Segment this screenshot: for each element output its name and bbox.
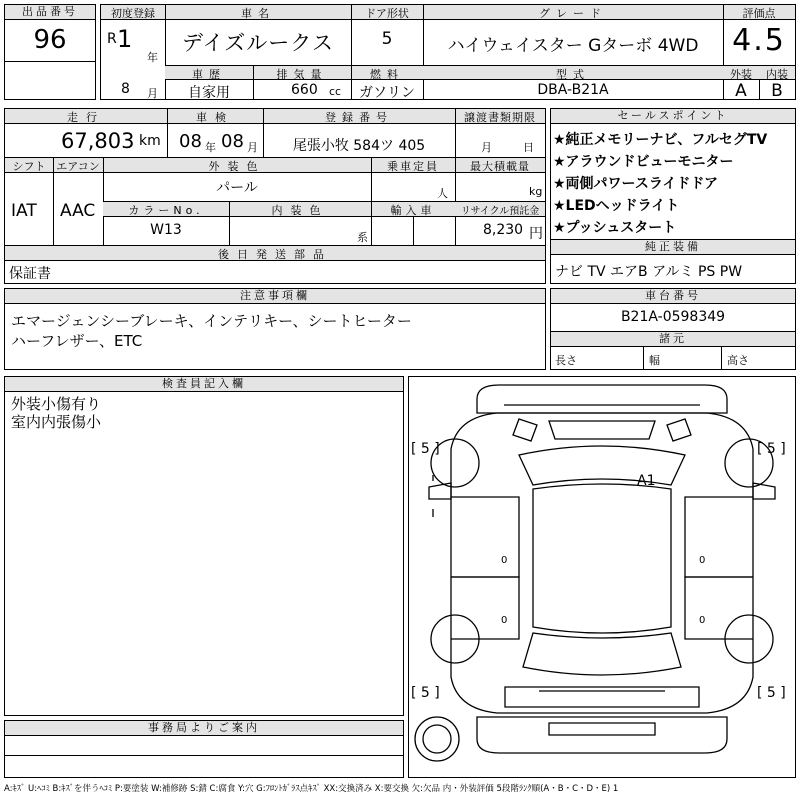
score-label: 評価点 xyxy=(742,7,776,20)
lot-label: 出品番号 xyxy=(5,5,95,20)
dims-height: 高さ xyxy=(727,354,749,367)
plate-value: 尾張小牧 584ツ 405 xyxy=(292,138,426,154)
mileage-value: 67,803 xyxy=(61,129,135,153)
tire-rl-grade: [ 5 ] xyxy=(411,685,440,701)
chassis-label: 車台番号 xyxy=(551,289,795,304)
grade-label: グレード xyxy=(539,7,607,20)
spare-tire-part xyxy=(415,717,459,761)
sales-point: ★アラウンドビューモニター xyxy=(553,154,734,170)
dims-width: 幅 xyxy=(649,354,660,367)
inspector-label: 検査員記入欄 xyxy=(5,377,403,392)
color-label: 外装色 xyxy=(208,160,266,173)
shift-value: IAT xyxy=(11,201,37,221)
colorno-value: W13 xyxy=(150,222,182,238)
roof-part xyxy=(533,484,671,633)
inspection-year: 08 xyxy=(179,131,202,152)
vehicle-info-box xyxy=(100,4,796,100)
front-bumper-part xyxy=(477,385,727,413)
grade-value: ハイウェイスター Gターボ 4WD xyxy=(447,36,699,56)
note-line: ハーフレザー、ETC xyxy=(11,332,143,350)
damage-diagram xyxy=(408,376,796,778)
tire-rr-grade: [ 5 ] xyxy=(757,685,786,701)
sales-points-label: セールスポイント xyxy=(551,109,795,124)
plate-label: 登録番号 xyxy=(325,111,393,124)
year-value: 1 xyxy=(117,25,133,53)
model-value: DBA-B21A xyxy=(537,82,609,98)
note-line: エマージェンシーブレーキ、インテリキー、シートヒーター xyxy=(11,312,412,330)
intcolor-label: 内装色 xyxy=(271,204,329,217)
inspector-line: 室内内張傷小 xyxy=(11,413,102,431)
notes-label: 注意事項欄 xyxy=(5,289,545,304)
load-label: 最大積載量 xyxy=(470,160,530,173)
history-value: 自家用 xyxy=(188,85,230,101)
model-label: 型式 xyxy=(556,68,590,81)
recycle-unit: 円 xyxy=(529,226,543,242)
zero-mark: 0 xyxy=(699,555,706,566)
intcolor-unit: 系 xyxy=(357,231,368,244)
ext-label: 外装 xyxy=(730,68,752,81)
displacement-label: 排気量 xyxy=(276,68,328,81)
shift-label: シフト xyxy=(12,160,46,173)
ac-value: AAC xyxy=(60,201,96,221)
sales-point: ★両側パワースライドドア xyxy=(553,176,719,192)
displacement-value: 660 xyxy=(291,82,318,98)
damage-mark-a1: A1 xyxy=(637,473,656,489)
inspection-month: 08 xyxy=(221,131,244,152)
transfer-day: 日 xyxy=(523,141,534,154)
windshield-part xyxy=(519,446,685,485)
ext-value: A xyxy=(735,81,747,101)
score-value: 4.5 xyxy=(732,23,786,58)
era-label: R xyxy=(107,31,117,47)
tire-fl-grade: [ 5 ] xyxy=(411,441,440,457)
mileage-unit: km xyxy=(139,133,161,149)
int-value: B xyxy=(771,81,783,101)
sales-point: ★純正メモリーナビ、フルセグTV xyxy=(553,132,768,148)
fuel-label: 燃料 xyxy=(370,68,404,81)
color-value: パール xyxy=(216,180,258,196)
inspection-month-unit: 月 xyxy=(247,141,258,154)
capacity-unit: 人 xyxy=(437,187,448,200)
equipment-value: ナビ TV エアB アルミ PS PW xyxy=(555,264,743,280)
office-box xyxy=(4,720,404,778)
inspection-year-unit: 年 xyxy=(205,141,216,154)
month-value: 8 xyxy=(121,81,130,97)
fuel-value: ガソリン xyxy=(359,85,415,101)
dims-label: 諸元 xyxy=(551,332,795,347)
capacity-label: 乗車定員 xyxy=(387,160,439,173)
zero-mark: 0 xyxy=(501,615,508,626)
car-name-label: 車名 xyxy=(241,7,275,20)
zero-mark: 0 xyxy=(699,615,706,626)
legend-text: A:ｷｽﾞ U:ﾍｺﾐ B:ｷｽﾞを伴うﾍｺﾐ P:要塗装 W:補修跡 S:錆 C:腐食 Y:穴 G:ﾌﾛﾝﾄｶﾞﾗｽ点ｷｽﾞ XX:交換済み X:要交換 欠:欠品 内・外装評価 5段階ﾗﾝｸ順(A・B・C・D・E) 1 xyxy=(4,784,619,794)
inspector-line: 外装小傷有り xyxy=(11,395,102,413)
year-unit: 年 xyxy=(147,51,158,64)
transfer-month: 月 xyxy=(481,141,492,154)
equipment-label: 純正装備 xyxy=(551,240,795,255)
displacement-unit: cc xyxy=(329,85,342,98)
int-label: 内装 xyxy=(766,68,788,81)
car-outline xyxy=(409,377,795,777)
details-box xyxy=(4,108,546,284)
mileage-label: 走行 xyxy=(67,111,105,124)
office-label: 事務局よりご案内 xyxy=(5,721,403,736)
inspection-label: 車検 xyxy=(196,111,234,124)
delivery-value: 保証書 xyxy=(9,266,51,282)
lot-value: 96 xyxy=(33,25,67,55)
sales-points-list xyxy=(553,129,795,239)
sales-point: ★プッシュスタート xyxy=(553,220,677,236)
transfer-label: 譲渡書類期限 xyxy=(464,111,536,124)
recycle-value: 8,230 xyxy=(483,222,524,238)
car-name: デイズルークス xyxy=(181,31,335,55)
history-label: 車歴 xyxy=(192,68,226,81)
import-label: 輸入車 xyxy=(390,204,436,217)
tire-fr-grade: [ 5 ] xyxy=(757,441,786,457)
ac-label: エアコン xyxy=(56,160,100,173)
notes-box xyxy=(4,288,546,370)
chassis-box xyxy=(550,288,796,370)
first-reg-label: 初度登録 xyxy=(111,7,155,20)
door-label: ドア形状 xyxy=(365,7,409,20)
colorno-label: カラーNo. xyxy=(128,204,204,217)
zero-mark: 0 xyxy=(501,555,508,566)
chassis-value: B21A-0598349 xyxy=(620,309,726,325)
load-unit: kg xyxy=(529,185,543,198)
delivery-label: 後日発送部品 xyxy=(218,248,332,261)
inspector-box xyxy=(4,376,404,716)
month-unit: 月 xyxy=(147,87,158,100)
recycle-label: リサイクル預託金 xyxy=(460,206,540,217)
sales-point: ★LEDヘッドライト xyxy=(553,198,680,214)
dims-length: 長さ xyxy=(555,354,577,367)
door-value: 5 xyxy=(381,29,393,49)
body-outline xyxy=(451,413,753,713)
sales-points-box xyxy=(550,108,796,284)
lot-box xyxy=(4,4,96,100)
